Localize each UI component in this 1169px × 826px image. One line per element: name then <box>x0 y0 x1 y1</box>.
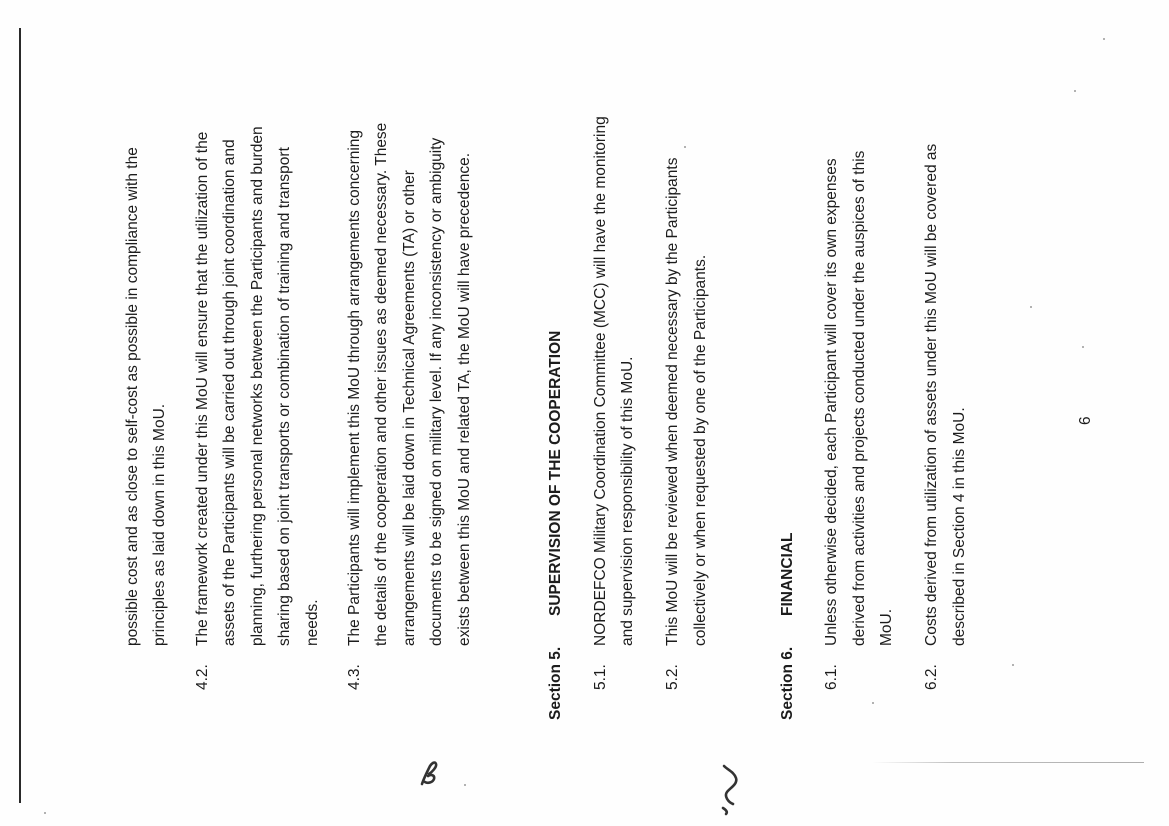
handwritten-initial-mark <box>418 758 440 788</box>
scan-artifact-line <box>872 762 1144 763</box>
paragraph-line: possible cost and as close to self-cost as possible in compliance with the <box>124 147 141 646</box>
scan-speck <box>464 784 466 786</box>
paragraph-line: The Participants will implement this MoU through arrangements concerning <box>346 129 363 646</box>
paragraph-line: documents to be signed on military level. If any inconsistency or ambiguity <box>428 137 445 646</box>
item-number: 6.2. <box>923 664 940 690</box>
section-label: Section 6. <box>779 646 796 720</box>
paragraph-line: principles as laid down in this MoU. <box>151 403 168 646</box>
paragraph-line: the details of the cooperation and other issues as deemed necessary. These <box>373 122 390 646</box>
item-number: 6.1. <box>823 664 840 690</box>
section-title: SUPERVISION OF THE COOPERATION <box>547 330 564 616</box>
paragraph-line: Costs derived from utilization of assets under this MoU will be covered as <box>923 143 940 646</box>
paragraph-line: arrangements will be laid down in Technical Agreements (TA) or other <box>401 170 418 646</box>
paragraph-line: MoU. <box>878 608 895 646</box>
paragraph-line: collectively or when requested by one of the Participants. <box>692 254 709 646</box>
handwritten-initial-mark <box>718 762 742 816</box>
paragraph-line: planning, furthering personal networks between the Participants and burden <box>249 126 266 646</box>
paragraph-line: NORDEFCO Military Coordination Committee (MCC) will have the monitoring <box>592 116 609 646</box>
page-edge-rule <box>19 28 21 803</box>
paragraph-line: and supervision responsibility of this MoU. <box>619 356 636 646</box>
paragraph-line: described in Section 4 in this MoU. <box>951 407 968 646</box>
paragraph-line: exists between this MoU and related TA, the MoU will have precedence. <box>456 152 473 646</box>
paragraph-line: Unless otherwise decided, each Participant will cover its own expenses <box>823 158 840 646</box>
scan-speck <box>1074 90 1076 92</box>
item-number: 4.2. <box>194 664 211 690</box>
item-number: 5.1. <box>592 664 609 690</box>
paragraph-line: This MoU will be reviewed when deemed necessary by the Participants <box>664 157 681 646</box>
paragraph-line: sharing based on joint transports or combination of training and transport <box>276 147 293 646</box>
section-title: FINANCIAL <box>779 532 796 616</box>
section-label: Section 5. <box>547 646 564 720</box>
paragraph-line: assets of the Participants will be carried out through joint coordination and <box>221 139 238 646</box>
rotated-document-content <box>108 118 1108 718</box>
scan-speck <box>44 812 46 814</box>
item-number: 5.2. <box>664 664 681 690</box>
paragraph-line: needs. <box>304 599 321 646</box>
scan-speck <box>1103 38 1105 40</box>
item-number: 4.3. <box>346 664 363 690</box>
paragraph-line: The framework created under this MoU will ensure that the utilization of the <box>194 131 211 646</box>
paragraph-line: derived from activities and projects conducted under the auspices of this <box>851 150 868 646</box>
page-number: 6 <box>1077 416 1094 425</box>
